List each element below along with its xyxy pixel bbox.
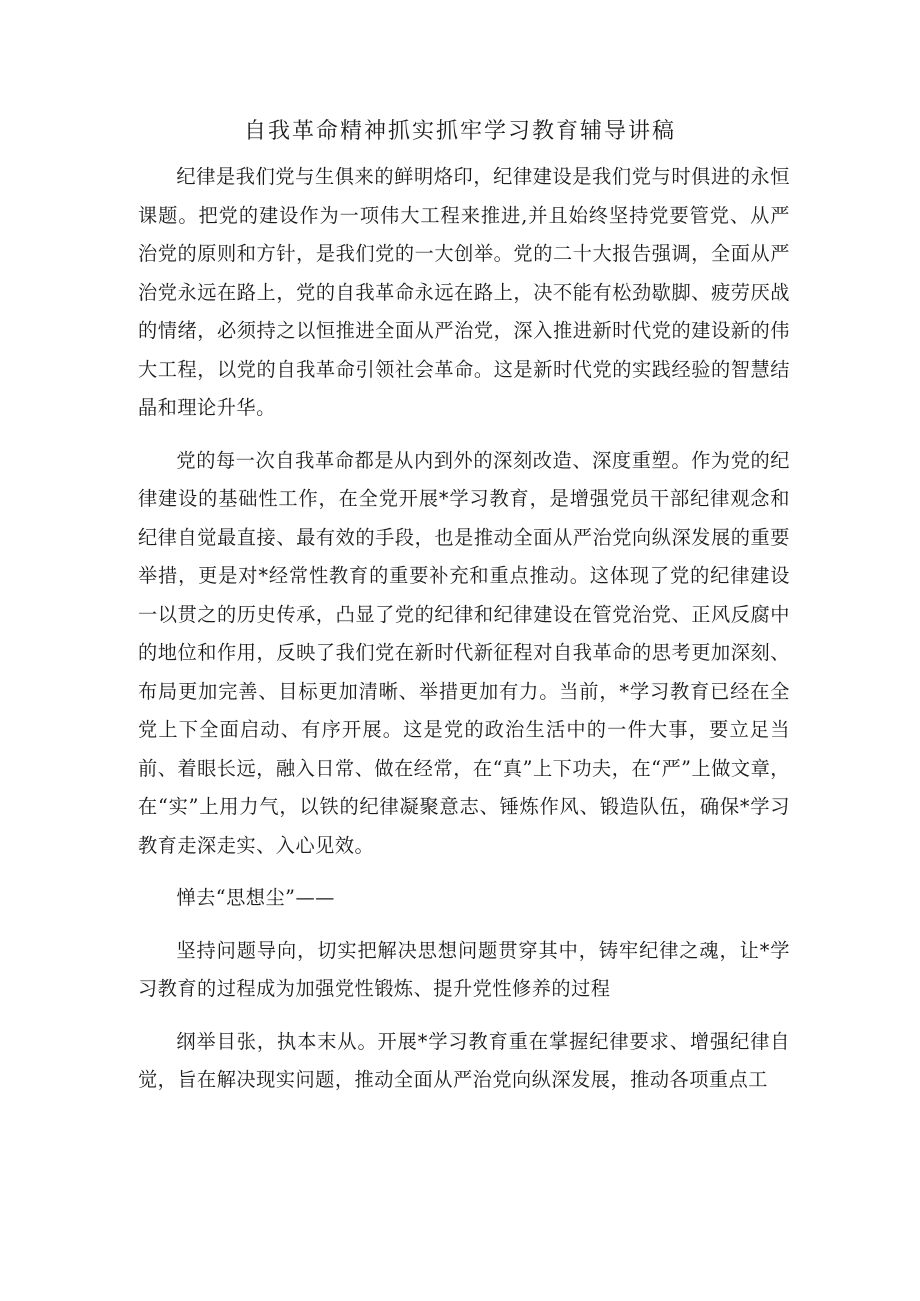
section-heading: 惮去“思想尘”—— <box>176 886 335 909</box>
paragraph-main-point: 纲举目张，执本末从。开展*学习教育重在掌握纪律要求、增强纪律自觉，旨在解决现实问题，推动全面从严治党向纵深发展，推动各项重点工 <box>138 1029 790 1091</box>
document-body <box>138 158 790 1114</box>
section-subheading: 坚持问题导向，切实把解决思想问题贯穿其中，铸牢纪律之魂，让*学习教育的过程成为加强党性锻炼、提升党性修养的过程 <box>138 938 790 1000</box>
document-title: 自我革命精神抓实抓牢学习教育辅导讲稿 <box>243 119 676 144</box>
paragraph-intro: 纪律是我们党与生俱来的鲜明烙印，纪律建设是我们党与时俱进的永恒课题。把党的建设作为一项伟大工程来推进,并且始终坚持党要管党、从严治党的原则和方针，是我们党的一大创举。党的二十大报告强调，全面从严治党永远在路上，党的自我革命永远在路上，决不能有松劲歇脚、疲劳厌战的情绪，必须持之以恒推进全面从严治党，深入推进新时代党的建设新的伟大工程，以党的自我革命引领社会革命。这是新时代党的实践经验的智慧结晶和理论升华。 <box>138 165 790 419</box>
paragraph-self-revolution: 党的每一次自我革命都是从内到外的深刻改造、深度重塑。作为党的纪律建设的基础性工作，在全党开展*学习教育，是增强党员干部纪律观念和纪律自觉最直接、最有效的手段，也是推动全面从严治党向纵深发展的重要举措，更是对*经常性教育的重要补充和重点推动。这体现了党的纪律建设一以贯之的历史传承，凸显了党的纪律和纪律建设在管党治党、正风反腐中的地位和作用，反映了我们党在新时代新征程对自我革命的思考更加深刻、布局更加完善、目标更加清晰、举措更加有力。当前，*学习教育已经在全党上下全面启动、有序开展。这是党的政治生活中的一件大事，要立足当前、着眼长远，融入日常、做在经常，在“真”上下功夫，在“严”上做文章，在“实”上用力气，以铁的纪律凝聚意志、锤炼作风、锻造队伍，确保*学习教育走深走实、入心见效。 <box>138 448 790 857</box>
